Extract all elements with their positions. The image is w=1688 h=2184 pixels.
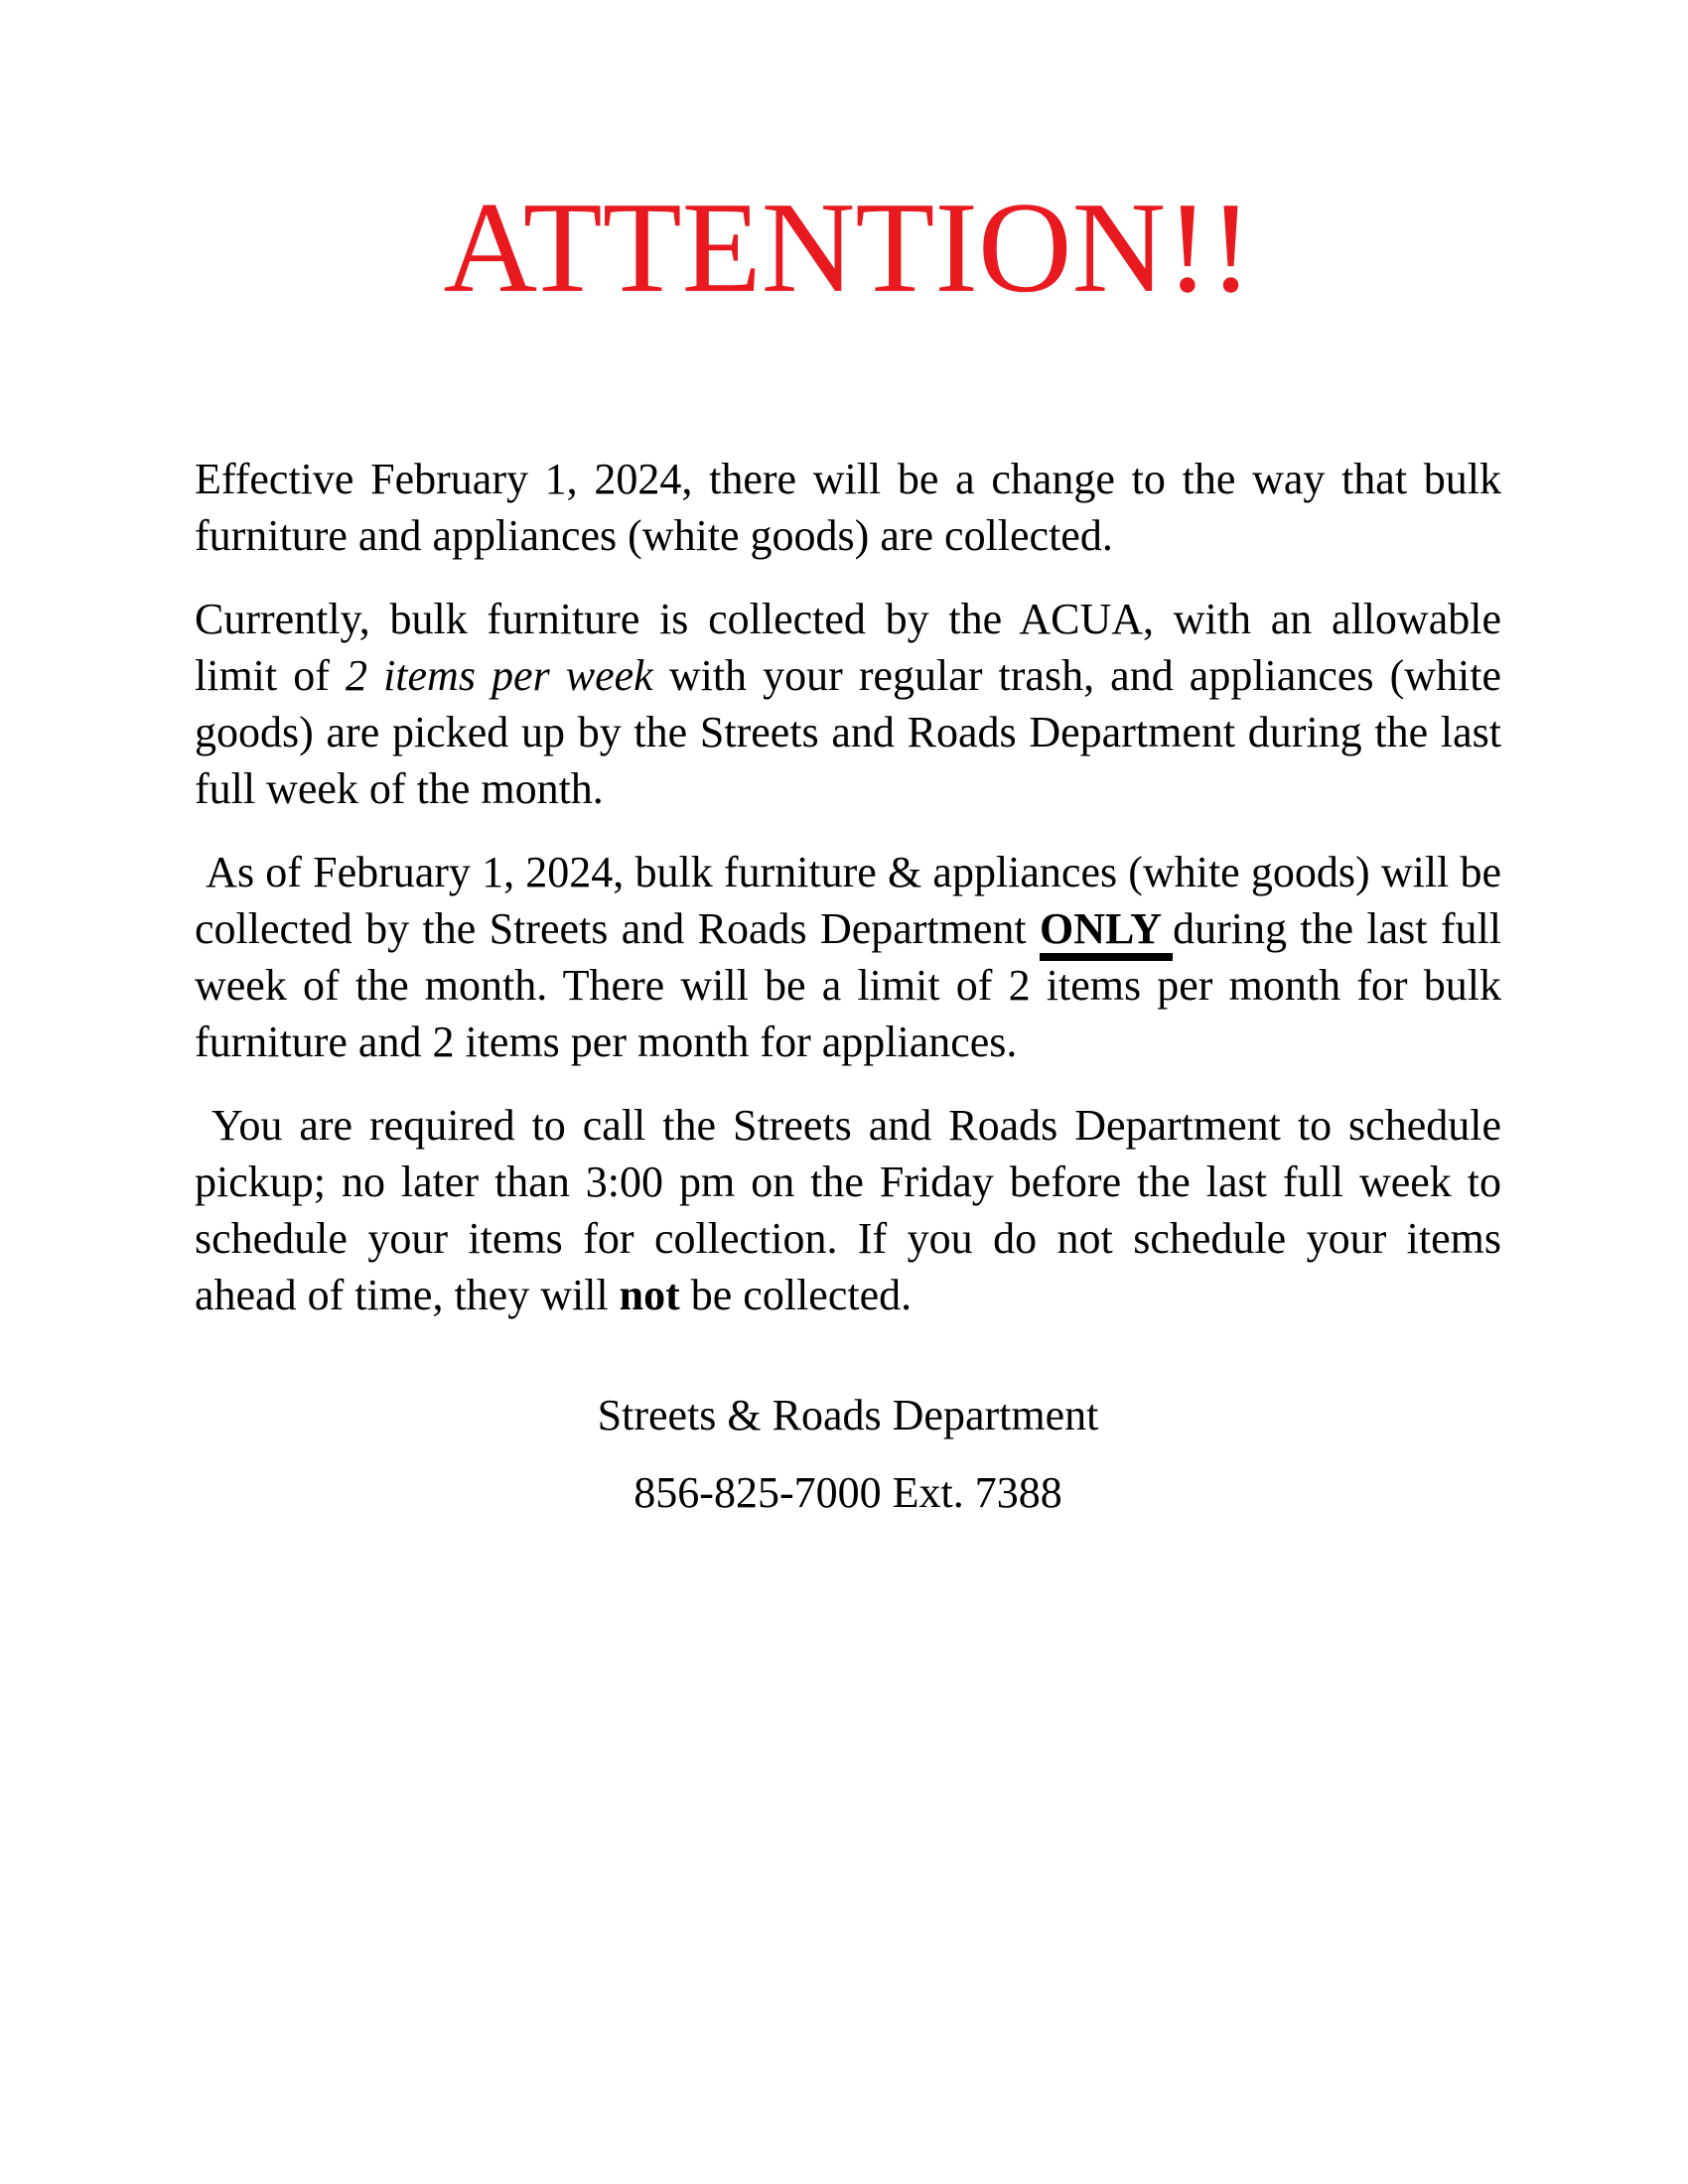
footer-department: Streets & Roads Department	[597, 1390, 1099, 1439]
italic-items-per-week: 2 items per week	[345, 650, 653, 700]
bold-underline-only: ONLY	[1040, 904, 1173, 961]
paragraph-new-process-text-2: during the last full week of the month. There will be a limit of 2 items per month for bulk furniture and 2 items per month for appliances.	[195, 903, 1501, 1066]
footer-phone: 856-825-7000 Ext. 7388	[633, 1467, 1062, 1517]
paragraph-current-process-text-1: Currently, bulk furniture is collected by the ACUA, with an allowable limit of	[195, 594, 1501, 700]
paragraph-effective-change-text: Effective February 1, 2024, there will be a change to the way that bulk furniture and appliances (white goods) are collected.	[195, 454, 1501, 560]
notice-content	[195, 174, 1501, 1521]
paragraph-scheduling-text-1: You are required to call the Streets and Roads Department to schedule pickup; no later than 3:00 pm on the Friday before the last full week to schedule your items for collection. If you do not schedule your items ahead of time, they will	[195, 1100, 1501, 1319]
paragraph-new-process-text-1: As of February 1, 2024, bulk furniture & appliances (white goods) will be collected by the Streets and Roads Department	[195, 847, 1501, 953]
page-title: ATTENTION!!	[443, 176, 1253, 320]
paragraph-current-process-text-2: with your regular trash, and appliances (white goods) are picked up by the Streets and Roads Department during the last full week of the month.	[195, 650, 1501, 813]
paragraph-scheduling-text-2: be collected.	[679, 1270, 913, 1319]
paragraph-current-process	[195, 591, 1501, 817]
paragraph-scheduling-requirement	[195, 1097, 1501, 1323]
bold-not: not	[619, 1270, 680, 1319]
paragraph-effective-change	[195, 451, 1501, 564]
footer	[195, 1387, 1501, 1521]
paragraph-new-process	[195, 844, 1501, 1070]
